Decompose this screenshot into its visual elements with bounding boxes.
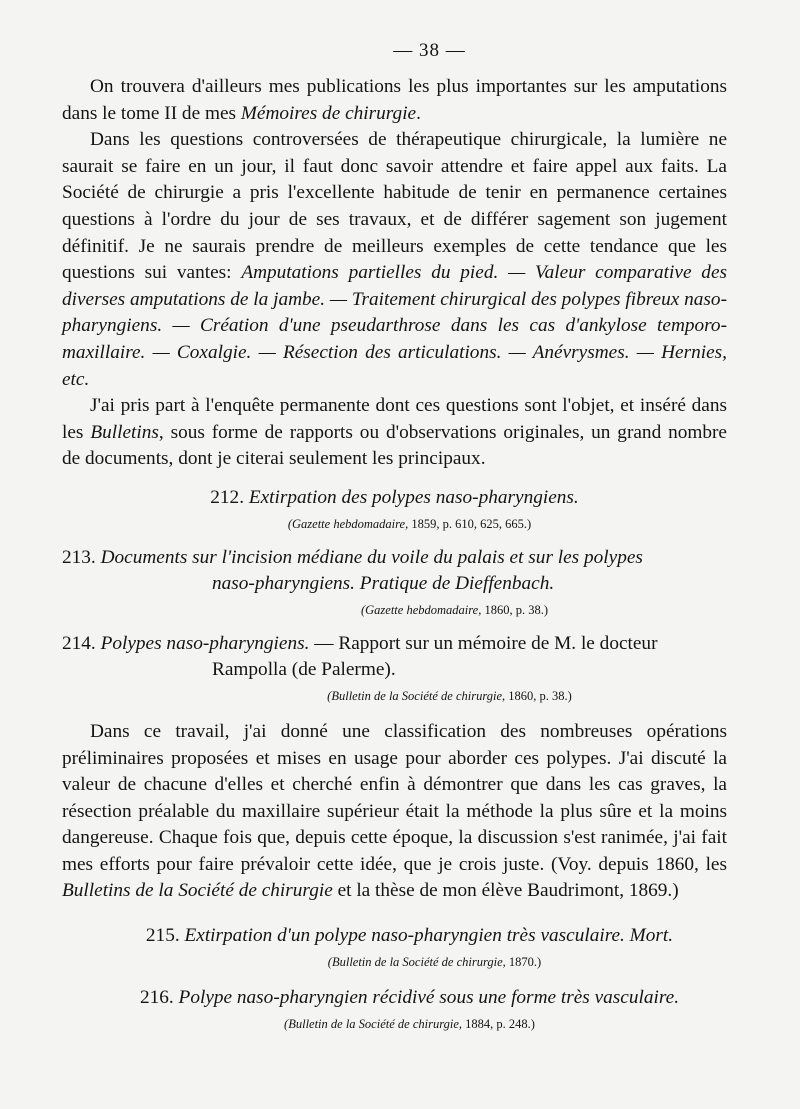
entry-title bbox=[62, 985, 727, 1011]
para1-text: On trouvera d'ailleurs mes publications les plus importantes sur les amputations dans le tome II de mes bbox=[62, 76, 727, 124]
paragraph-3 bbox=[62, 393, 727, 473]
entry-title-italic: Extirpation d'un polype naso-pharyngien très vasculaire. Mort. bbox=[184, 925, 674, 947]
entry-214 bbox=[62, 631, 727, 705]
entry-title-italic: Polypes naso-pharyngiens. bbox=[100, 632, 310, 654]
entry-citation bbox=[62, 601, 727, 619]
entry-citation bbox=[62, 953, 727, 971]
citation-pages: 1860, p. 38.) bbox=[484, 602, 548, 617]
para4-italic: Bulletins de la Société de chirurgie bbox=[62, 880, 333, 902]
entry-number: 214. bbox=[62, 632, 96, 654]
page-number: — 38 — bbox=[393, 40, 466, 61]
citation-source: (Bulletin de la Société de chirurgie, bbox=[327, 955, 506, 970]
entry-title bbox=[62, 545, 727, 571]
citation-pages: 1870.) bbox=[508, 955, 542, 970]
entry-citation bbox=[62, 1015, 727, 1033]
citation-pages: 1860, p. 38.) bbox=[508, 688, 572, 703]
entry-title-line2: naso-pharyngiens. Pratique de Dieffenbach. bbox=[212, 572, 555, 594]
entry-title bbox=[62, 485, 727, 511]
entry-title-italic: Polype naso-pharyngien récidivé sous une forme très vasculaire. bbox=[178, 987, 680, 1009]
entry-212 bbox=[62, 485, 727, 533]
entry-title bbox=[62, 923, 727, 949]
entry-title-line2: Rampolla (de Palerme). bbox=[212, 658, 396, 680]
entry-title-rest: — Rapport sur un mémoire de M. le docteur bbox=[309, 632, 658, 654]
entry-title-italic: Extirpation des polypes naso-pharyngiens. bbox=[248, 486, 579, 508]
entry-216 bbox=[62, 985, 727, 1033]
entry-citation bbox=[62, 687, 727, 705]
citation-pages: 1884, p. 248.) bbox=[465, 1017, 535, 1032]
para1-italic: Mémoires de chirurgie bbox=[240, 102, 417, 124]
entry-215 bbox=[62, 923, 727, 971]
paragraph-1 bbox=[62, 74, 727, 127]
entry-title bbox=[62, 631, 727, 657]
document-page bbox=[62, 40, 727, 1033]
entry-number: 212. bbox=[210, 486, 245, 508]
para3-italic: Bulletins bbox=[90, 421, 159, 443]
entry-citation bbox=[62, 515, 727, 533]
paragraph-2 bbox=[62, 127, 727, 393]
citation-source: (Gazette hebdomadaire, bbox=[287, 516, 409, 531]
entry-number: 216. bbox=[139, 987, 174, 1009]
para3-text: J'ai pris part à l'enquête permanente dont ces questions sont l'objet, et inséré dans les bbox=[62, 395, 727, 443]
entry-number: 215. bbox=[145, 925, 180, 947]
para3-end: , sous forme de rapports ou d'observations originales, un grand nombre de documents, dont je citerai seulement les principaux. bbox=[62, 421, 727, 470]
entry-title-italic: Documents sur l'incision médiane du voile du palais et sur les polypes bbox=[100, 546, 643, 568]
citation-pages: 1859, p. 610, 625, 665.) bbox=[411, 516, 532, 531]
entry-number: 213. bbox=[62, 546, 96, 568]
para4-text: Dans ce travail, j'ai donné une classification des nombreuses opérations préliminaires proposées et mises en usage pour aborder ces polypes. J'ai discuté la valeur de chacune d'elles et cherché enfin à démontrer que dans les cas graves, la résection préalable du maxillaire supérieur était la méthode la plus sûre et la moins dangereuse. Chaque fois que, depuis cette époque, la discussion s'est ranimée, j'ai fait mes efforts pour faire prévaloir cette idée, que je crois juste. (Voy. depuis 1860, les bbox=[62, 720, 727, 875]
citation-source: (Bulletin de la Société de chirurgie, bbox=[284, 1017, 463, 1032]
citation-source: (Bulletin de la Société de chirurgie, bbox=[327, 688, 506, 703]
para4-end: et la thèse de mon élève Baudrimont, 1869.) bbox=[332, 880, 679, 902]
entry-213 bbox=[62, 545, 727, 619]
para2-text: Dans les questions controversées de thérapeutique chirurgicale, la lumière ne saurait se faire en un jour, il faut donc savoir attendre et faire appel aux faits. La Société de chirurgie a pris l'excellente habitude de tenir en permanence certaines questions à l'ordre du jour de ses travaux, et de différer sagement son jugement définitif. Je ne saurais prendre de meilleurs exemples de cette tendance que les questions sui vantes: bbox=[62, 129, 727, 284]
paragraph-4 bbox=[62, 719, 727, 905]
para2-italic: Amputations partielles du pied. — Valeur comparative des diverses amputations de la jambe. — Traitement chirurgical des polypes fibreux naso-pharyngiens. — Création d'une pseudarthrose dans les cas d'ankylose temporo-maxillaire. — Coxalgie. — Résection des articulations. — Anévrysmes. — Hernies, etc. bbox=[62, 262, 728, 390]
citation-source: (Gazette hebdomadaire, bbox=[360, 602, 482, 617]
para1-end: . bbox=[416, 102, 421, 124]
